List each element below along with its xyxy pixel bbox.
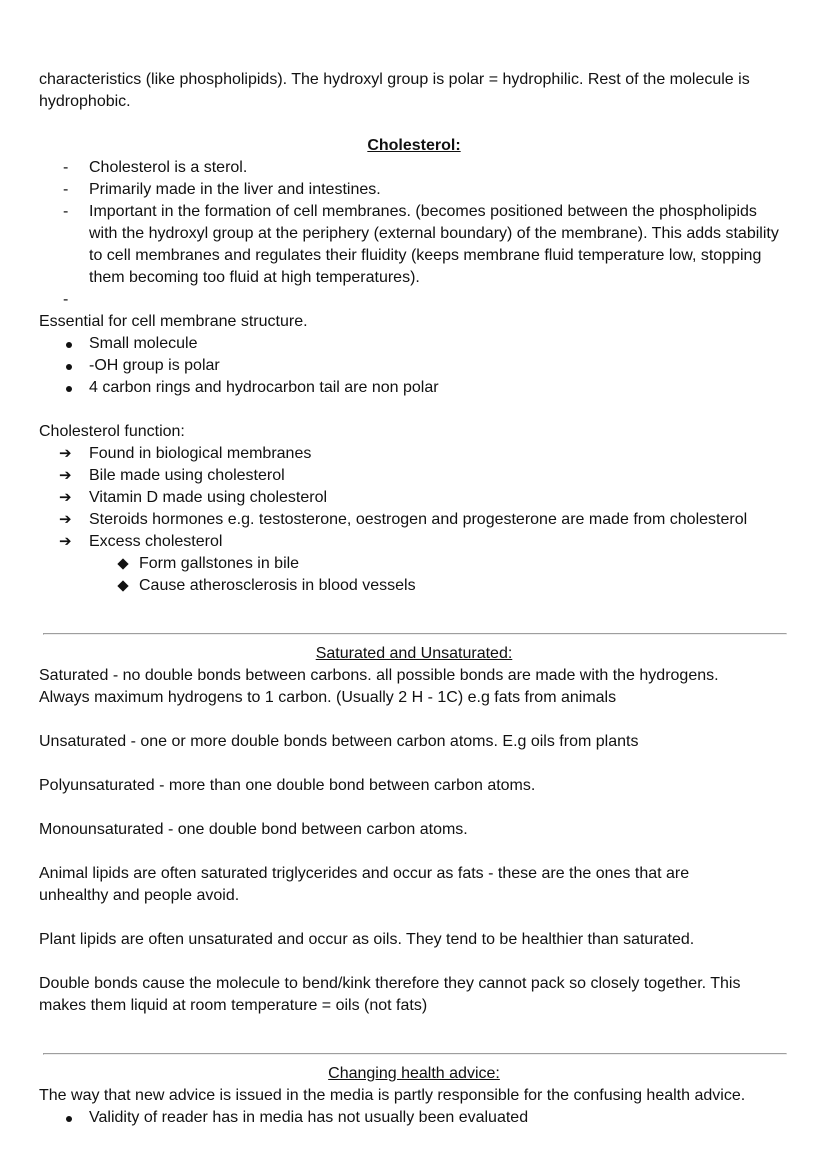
excess-sub-list xyxy=(39,553,789,597)
list-item xyxy=(39,201,789,289)
list-item-text: Important in the formation of cell membranes. (becomes positioned between the phospholipids with the hydroxyl group at the periphery (external boundary) of the membrane). This adds stability to cell membranes and regulates their fluidity (keeps membrane fluid temperature low, stopping them becoming too fluid at high temperatures). xyxy=(89,203,779,286)
bullet-dot-icon xyxy=(66,386,72,392)
cholesterol-heading: Cholesterol: xyxy=(367,137,461,154)
list-item-text: Cholesterol is a sterol. xyxy=(89,159,248,176)
diamond-bullet-icon xyxy=(117,558,128,569)
list-item-text: Vitamin D made using cholesterol xyxy=(89,489,328,506)
plant-lipids-paragraph: Plant lipids are often unsaturated and occur as oils. They tend to be healthier than saturated. xyxy=(39,931,695,948)
double-bonds-paragraph xyxy=(39,973,789,1017)
arrow-right-icon: ➔ xyxy=(59,511,72,528)
list-item xyxy=(39,575,789,597)
list-item xyxy=(39,553,789,575)
cholesterol-dash-list xyxy=(39,157,789,311)
list-item xyxy=(39,179,789,201)
dash-bullet-icon: - xyxy=(63,291,69,308)
polyunsaturated-paragraph: Polyunsaturated - more than one double bond between carbon atoms. xyxy=(39,777,536,794)
list-item-text: -OH group is polar xyxy=(89,357,220,374)
paragraph-line: makes them liquid at room temperature = oils (not fats) xyxy=(39,997,428,1014)
animal-lipids-paragraph xyxy=(39,863,789,907)
paragraph-line: Animal lipids are often saturated triglycerides and occur as fats - these are the ones that are xyxy=(39,865,690,882)
list-item-text: 4 carbon rings and hydrocarbon tail are non polar xyxy=(89,379,439,396)
list-item xyxy=(39,443,789,465)
list-item-text: Found in biological membranes xyxy=(89,445,312,462)
paragraph-line: Saturated - no double bonds between carbons. all possible bonds are made with the hydrogens. xyxy=(39,667,719,684)
bullet-dot-icon xyxy=(66,342,72,348)
list-item-text: Bile made using cholesterol xyxy=(89,467,285,484)
intro-line: hydrophobic. xyxy=(39,93,131,110)
list-item-text: Steroids hormones e.g. testosterone, oestrogen and progesterone are made from cholesterol xyxy=(89,511,748,528)
list-item-text: Primarily made in the liver and intestines. xyxy=(89,181,381,198)
health-advice-intro: The way that new advice is issued in the media is partly responsible for the confusing health advice. xyxy=(39,1087,746,1104)
list-item xyxy=(39,531,789,553)
arrow-right-icon: ➔ xyxy=(59,467,72,484)
list-item-text: Excess cholesterol xyxy=(89,533,223,550)
paragraph-line: Always maximum hydrogens to 1 carbon. (Usually 2 H - 1C) e.g fats from animals xyxy=(39,689,617,706)
list-item xyxy=(39,355,789,377)
arrow-right-icon: ➔ xyxy=(59,489,72,506)
list-item-text: Validity of reader has in media has not usually been evaluated xyxy=(89,1109,529,1126)
structure-bullet-list xyxy=(39,333,789,399)
dash-bullet-icon: - xyxy=(63,203,69,220)
structure-intro: Essential for cell membrane structure. xyxy=(39,313,308,330)
diamond-bullet-icon xyxy=(117,580,128,591)
list-item xyxy=(39,509,789,531)
list-item xyxy=(39,465,789,487)
list-item-text: Form gallstones in bile xyxy=(139,555,300,572)
section-divider xyxy=(43,633,787,635)
monounsaturated-paragraph: Monounsaturated - one double bond between carbon atoms. xyxy=(39,821,468,838)
bullet-dot-icon xyxy=(66,364,72,370)
arrow-right-icon: ➔ xyxy=(59,533,72,550)
function-arrow-list xyxy=(39,443,789,553)
dash-bullet-icon: - xyxy=(63,181,69,198)
paragraph-line: Double bonds cause the molecule to bend/kink therefore they cannot pack so closely together. This xyxy=(39,975,741,992)
bullet-dot-icon xyxy=(66,1116,72,1122)
intro-line: characteristics (like phospholipids). The hydroxyl group is polar = hydrophilic. Rest of the molecule is xyxy=(39,71,750,88)
saturated-paragraph xyxy=(39,665,789,709)
health-bullet-list xyxy=(39,1107,789,1129)
list-item xyxy=(39,289,789,311)
dash-bullet-icon: - xyxy=(63,159,69,176)
section-divider xyxy=(43,1053,787,1055)
paragraph-line: unhealthy and people avoid. xyxy=(39,887,240,904)
function-intro: Cholesterol function: xyxy=(39,423,185,440)
list-item xyxy=(39,1107,789,1129)
saturated-heading: Saturated and Unsaturated: xyxy=(315,645,513,662)
intro-paragraph xyxy=(39,69,789,113)
list-item-text xyxy=(89,291,93,308)
document-page xyxy=(39,69,789,1129)
list-item xyxy=(39,333,789,355)
health-advice-heading: Changing health advice: xyxy=(328,1065,500,1082)
list-item-text: Small molecule xyxy=(89,335,198,352)
list-item xyxy=(39,487,789,509)
arrow-right-icon: ➔ xyxy=(59,445,72,462)
list-item-text: Cause atherosclerosis in blood vessels xyxy=(139,577,416,594)
list-item xyxy=(39,157,789,179)
list-item xyxy=(39,377,789,399)
unsaturated-paragraph: Unsaturated - one or more double bonds between carbon atoms. E.g oils from plants xyxy=(39,733,639,750)
